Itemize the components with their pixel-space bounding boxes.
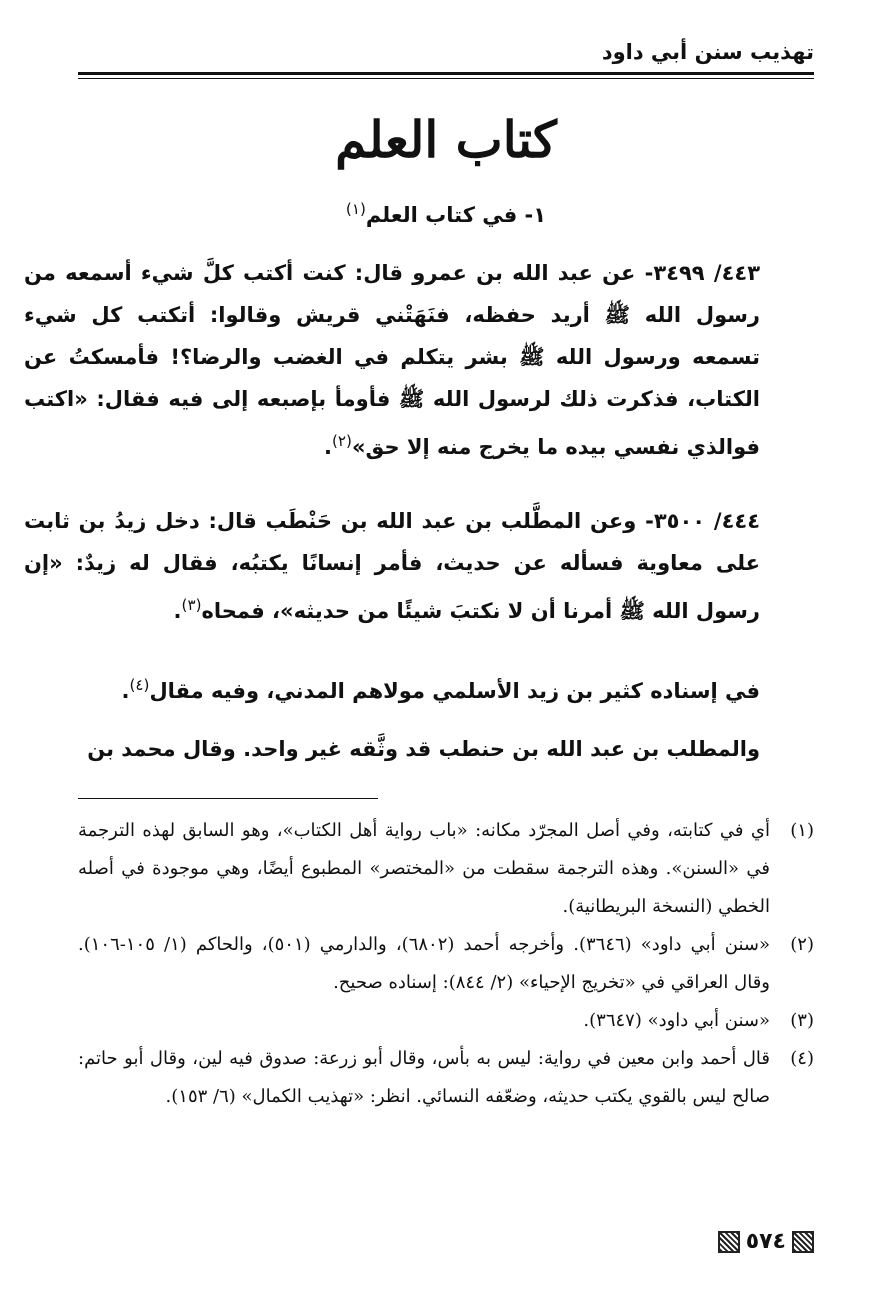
ornament-icon	[718, 1231, 740, 1253]
hadith-paragraph-444	[24, 500, 814, 632]
hadith-paragraph-443	[24, 252, 814, 468]
footnotes	[78, 812, 814, 1116]
footnote-ref-3: (٣)	[181, 596, 202, 614]
page-number: ٥٧٤	[745, 1229, 786, 1254]
ornament-icon	[792, 1231, 814, 1253]
footnote-1	[78, 812, 814, 926]
footnote-number: (٣)	[790, 1010, 814, 1031]
hadith-text: عن عبد الله بن عمرو قال: كنت أكتب كلَّ شيء أسمعه من رسول الله ﷺ أريد حفظه، فنَهَتْني قريش وقالوا: أتكتب كل شيء تسمعه ورسول الله ﷺ بشر يتكلم في الغضب والرضا؟! فأمسكتُ عن الكتاب، فذكرت ذلك لرسول الله ﷺ فأومأ بإصبعه إلى فيه فقال: «اكتب فوالذي نفسي بيده ما يخرج منه إلا حق»	[24, 261, 760, 459]
footnote-text: أي في كتابته، وفي أصل المجرّد مكانه: «باب رواية أهل الكتاب»، وهو السابق لهذه الترجمة في «السنن». وهذه الترجمة سقطت من «المختصر» المطبوع أيضًا، وهي موجودة في أصله الخطي (النسخة البريطانية).	[78, 820, 770, 917]
book-title: كتاب العلم	[335, 110, 557, 169]
footnote-separator	[78, 798, 378, 799]
header-rule-thick	[78, 72, 814, 75]
footnote-number: (١)	[790, 820, 814, 841]
page-number-block	[718, 1229, 814, 1254]
footnote-ref-1: (١)	[345, 200, 366, 218]
footnote-ref-2: (٢)	[332, 432, 352, 450]
hadith-number: ٤٤٤/ ٣٥٠٠-	[645, 509, 761, 533]
footnote-text: قال أحمد وابن معين في رواية: ليس به بأس، وقال أبو زرعة: صدوق فيه لين، وقال أبو حاتم: صالح ليس بالقوي يكتب حديثه، وضعّفه النسائي. انظر: «تهذيب الكمال» (٦/ ١٥٣).	[78, 1048, 770, 1107]
period: .	[121, 679, 130, 703]
hadith-number: ٤٤٣/ ٣٤٩٩-	[644, 261, 761, 285]
footnote-4	[78, 1040, 814, 1116]
footnote-3	[78, 1002, 814, 1040]
period: .	[173, 599, 182, 623]
commentary-paragraph-2: والمطلب بن عبد الله بن حنطب قد وثَّقه غير واحد. وقال محمد بن	[87, 737, 760, 761]
footnote-ref-4: (٤)	[129, 676, 150, 694]
footnote-2	[78, 926, 814, 1002]
footnote-number: (٢)	[790, 934, 814, 955]
running-head-title: تهذيب سنن أبي داود	[601, 40, 814, 64]
commentary-paragraph-1	[24, 664, 814, 712]
footnote-text: «سنن أبي داود» (٣٦٤٦). وأخرجه أحمد (٦٨٠٢)، والدارمي (٥٠١)، والحاكم (١/ ١٠٥-١٠٦). وقال العراقي في «تخريج الإحياء» (٢/ ٨٤٤): إسناده صحيح.	[78, 934, 770, 993]
chapter-heading-text: ١- في كتاب العلم	[365, 203, 547, 227]
chapter-heading	[78, 200, 814, 227]
commentary-text: في إسناده كثير بن زيد الأسلمي مولاهم المدني، وفيه مقال	[149, 679, 760, 703]
footnote-number: (٤)	[790, 1048, 814, 1069]
book-page	[24, 0, 814, 1290]
period: .	[324, 435, 333, 459]
running-head	[78, 38, 814, 68]
hadith-text: وعن المطَّلب بن عبد الله بن حَنْطَب قال: دخل زيدُ بن ثابت على معاوية فسأله عن حديث، فأمر إنسانًا يكتبُه، فقال له زيدٌ: «إن رسول الله ﷺ أمرنا أن لا نكتبَ شيئًا من حديثه»، فمحاه	[24, 509, 760, 623]
header-rule-thin	[78, 78, 814, 79]
footnote-text: «سنن أبي داود» (٣٦٤٧).	[583, 1010, 770, 1031]
